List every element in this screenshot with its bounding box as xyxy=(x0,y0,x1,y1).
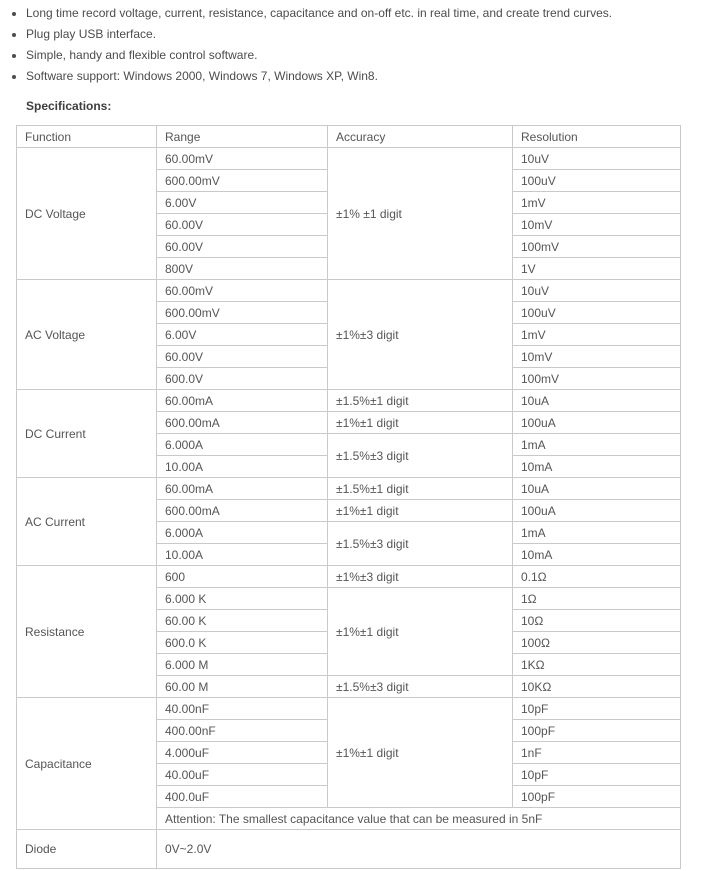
range-cell: 60.00mV xyxy=(157,148,328,170)
accuracy-cell: ±1%±1 digit xyxy=(328,412,513,434)
specifications-heading: Specifications: xyxy=(26,99,112,113)
resolution-cell: 10mV xyxy=(513,214,681,236)
range-cell: 600.0 K xyxy=(157,632,328,654)
range-cell: 6.000A xyxy=(157,434,328,456)
range-cell: 10.00A xyxy=(157,544,328,566)
feature-bullet: • Plug play USB interface. xyxy=(26,24,714,45)
table-row xyxy=(17,698,681,720)
resolution-cell: 100pF xyxy=(513,720,681,742)
resolution-cell: 1mV xyxy=(513,324,681,346)
function-cell: Resistance xyxy=(17,566,157,698)
range-cell: 600.0V xyxy=(157,368,328,390)
accuracy-cell: ±1%±1 digit xyxy=(328,588,513,676)
table-row xyxy=(17,390,681,412)
accuracy-cell: ±1.5%±1 digit xyxy=(328,478,513,500)
diode-value-cell: 0V~2.0V xyxy=(157,830,681,869)
resolution-cell: 100uV xyxy=(513,170,681,192)
range-cell: 40.00nF xyxy=(157,698,328,720)
range-cell: 60.00mV xyxy=(157,280,328,302)
resolution-cell: 100mV xyxy=(513,236,681,258)
accuracy-cell: ±1.5%±3 digit xyxy=(328,434,513,478)
resolution-cell: 100uA xyxy=(513,500,681,522)
resolution-cell: 10mV xyxy=(513,346,681,368)
resolution-cell: 10uV xyxy=(513,280,681,302)
range-cell: 600.00mA xyxy=(157,500,328,522)
note-cell: Attention: The smallest capacitance value that can be measured in 5nF xyxy=(157,808,681,830)
resolution-cell: 100mV xyxy=(513,368,681,390)
accuracy-cell: ±1%±1 digit xyxy=(328,698,513,808)
resolution-cell: 0.1Ω xyxy=(513,566,681,588)
resolution-cell: 1mA xyxy=(513,522,681,544)
resolution-cell: 10uV xyxy=(513,148,681,170)
resolution-cell: 100Ω xyxy=(513,632,681,654)
range-cell: 600 xyxy=(157,566,328,588)
resolution-cell: 1nF xyxy=(513,742,681,764)
resolution-cell: 10Ω xyxy=(513,610,681,632)
function-cell: DC Current xyxy=(17,390,157,478)
resolution-cell: 1Ω xyxy=(513,588,681,610)
column-header-resolution: Resolution xyxy=(513,126,681,148)
range-cell: 600.00mV xyxy=(157,170,328,192)
range-cell: 4.000uF xyxy=(157,742,328,764)
range-cell: 400.0uF xyxy=(157,786,328,808)
range-cell: 6.000A xyxy=(157,522,328,544)
specifications-table xyxy=(16,125,681,869)
range-cell: 60.00mA xyxy=(157,478,328,500)
accuracy-cell: ±1.5%±1 digit xyxy=(328,390,513,412)
range-cell: 6.000 K xyxy=(157,588,328,610)
range-cell: 40.00uF xyxy=(157,764,328,786)
column-header-accuracy: Accuracy xyxy=(328,126,513,148)
table-row xyxy=(17,478,681,500)
resolution-cell: 1V xyxy=(513,258,681,280)
range-cell: 60.00V xyxy=(157,214,328,236)
range-cell: 60.00 K xyxy=(157,610,328,632)
column-header-range: Range xyxy=(157,126,328,148)
range-cell: 600.00mA xyxy=(157,412,328,434)
resolution-cell: 1mV xyxy=(513,192,681,214)
feature-bullet: • Software support: Windows 2000, Windows 7, Windows XP, Win8. xyxy=(26,66,714,87)
resolution-cell: 100uV xyxy=(513,302,681,324)
accuracy-cell: ±1% ±1 digit xyxy=(328,148,513,280)
range-cell: 600.00mV xyxy=(157,302,328,324)
column-header-function: Function xyxy=(17,126,157,148)
range-cell: 6.000 M xyxy=(157,654,328,676)
function-cell: Diode xyxy=(17,830,157,869)
feature-bullet: • Simple, handy and flexible control software. xyxy=(26,45,714,66)
range-cell: 60.00V xyxy=(157,346,328,368)
range-cell: 60.00 M xyxy=(157,676,328,698)
resolution-cell: 1mA xyxy=(513,434,681,456)
table-row xyxy=(17,148,681,170)
range-cell: 400.00nF xyxy=(157,720,328,742)
resolution-cell: 10pF xyxy=(513,698,681,720)
spec-table-body xyxy=(17,148,681,869)
accuracy-cell: ±1%±1 digit xyxy=(328,500,513,522)
table-row xyxy=(17,830,681,869)
resolution-cell: 10uA xyxy=(513,390,681,412)
accuracy-cell: ±1%±3 digit xyxy=(328,280,513,390)
range-cell: 6.00V xyxy=(157,324,328,346)
function-cell: DC Voltage xyxy=(17,148,157,280)
range-cell: 60.00V xyxy=(157,236,328,258)
table-row xyxy=(17,566,681,588)
resolution-cell: 1KΩ xyxy=(513,654,681,676)
range-cell: 6.00V xyxy=(157,192,328,214)
resolution-cell: 10mA xyxy=(513,544,681,566)
feature-list xyxy=(0,3,714,87)
feature-bullet: • Long time record voltage, current, resistance, capacitance and on-off etc. in real time, and create trend curves. xyxy=(26,3,714,24)
function-cell: AC Voltage xyxy=(17,280,157,390)
range-cell: 10.00A xyxy=(157,456,328,478)
accuracy-cell: ±1%±3 digit xyxy=(328,566,513,588)
resolution-cell: 10uA xyxy=(513,478,681,500)
accuracy-cell: ±1.5%±3 digit xyxy=(328,676,513,698)
function-cell: Capacitance xyxy=(17,698,157,830)
function-cell: AC Current xyxy=(17,478,157,566)
table-row xyxy=(17,280,681,302)
resolution-cell: 10pF xyxy=(513,764,681,786)
resolution-cell: 10mA xyxy=(513,456,681,478)
resolution-cell: 100uA xyxy=(513,412,681,434)
range-cell: 800V xyxy=(157,258,328,280)
range-cell: 60.00mA xyxy=(157,390,328,412)
table-header-row xyxy=(17,126,681,148)
accuracy-cell: ±1.5%±3 digit xyxy=(328,522,513,566)
resolution-cell: 100pF xyxy=(513,786,681,808)
resolution-cell: 10KΩ xyxy=(513,676,681,698)
